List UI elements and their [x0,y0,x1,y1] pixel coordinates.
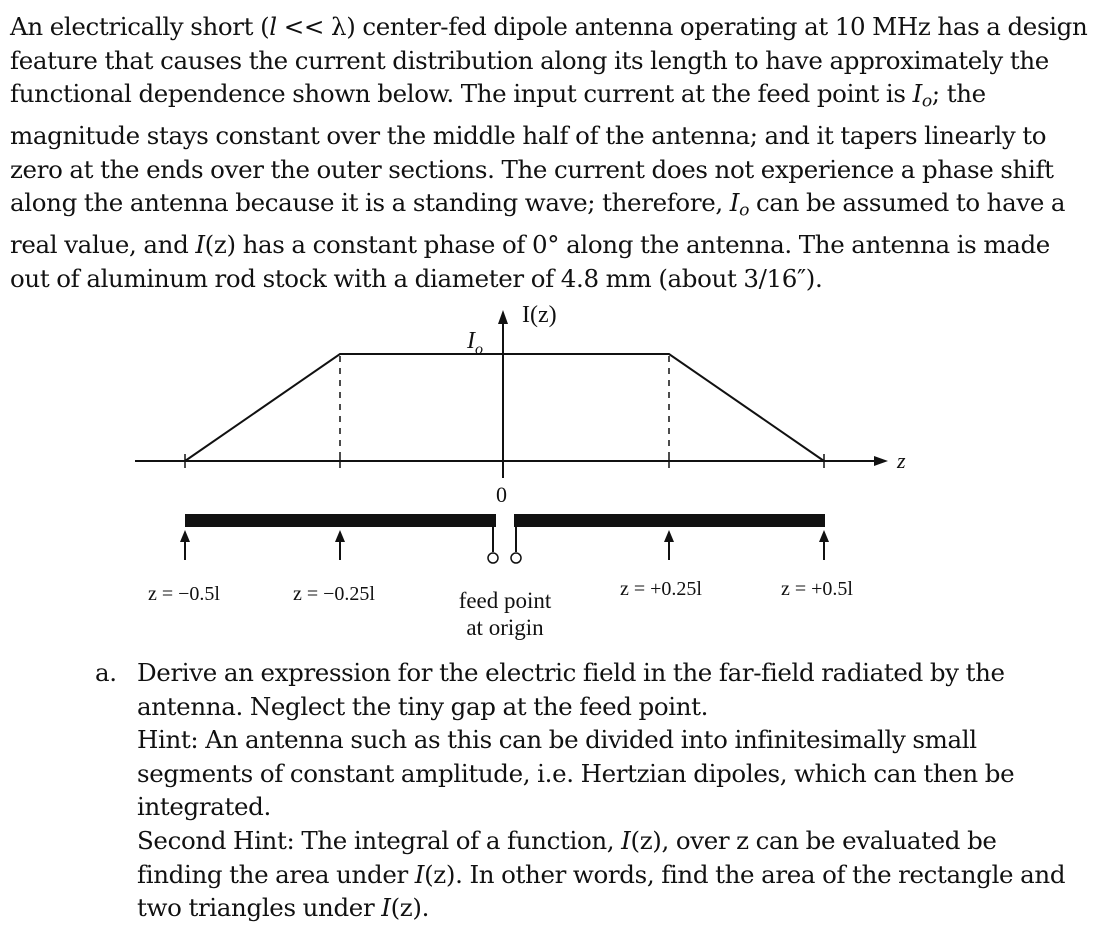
second-hint-line-2 [137,858,1097,892]
arrow-up-icon [819,530,829,542]
question-line-2: antenna. Neglect the tiny gap at the feed point. [137,691,709,721]
second-hint-line-3-a: two triangles under [137,893,382,923]
intro-line-6 [10,186,1100,228]
second-hint-line-1 [137,824,1097,858]
arrow-up-icon [664,530,674,542]
second-hint-line-1-b: (z), over z can be evaluated be [630,825,997,855]
intro-line-8: out of aluminum rod stock with a diameter of 4.8 mm (about 3/16″). [10,263,823,293]
arrow-up-icon [335,530,345,542]
hint-line-3: integrated. [137,792,271,822]
current-symbol: I [729,188,740,218]
question-line-1: Derive an expression for the electric field in the far-field radiated by the [137,658,1005,687]
intro-line-1-b: << λ) center-fed dipole antenna operating at 10 MHz has a design [276,12,1088,41]
current-subscript: o [739,200,750,221]
label-pos-quarter: z = +0.25l [620,578,702,600]
second-hint-line-2-a: finding the area under [137,859,415,889]
arrow-up-icon [180,530,190,542]
current-axis-arrow-icon [498,310,508,324]
current-distribution-figure [0,290,1110,650]
label-pos-half: z = +0.5l [781,578,853,600]
current-symbol: I [912,79,922,109]
current-symbol: I [381,893,391,923]
intro-line-6-a: along the antenna because it is a standing wave; therefore, [10,188,730,218]
second-hint-line-3-b: (z). [390,893,430,923]
current-distribution-curve [185,354,824,461]
intro-line-3-b: ; the [931,79,986,109]
intro-line-3-a: functional dependence shown below. The input current at the feed point is [10,79,913,109]
intro-line-7 [10,228,1100,262]
intro-line-7-a: real value, and [10,230,196,260]
current-symbol: I [621,825,631,855]
intro-line-7-b: (z) has a constant phase of 0° along the antenna. The antenna is made [204,230,1050,260]
current-symbol: I [414,859,425,889]
z-axis-arrow-icon [874,456,888,466]
label-neg-half: z = −0.5l [148,583,220,605]
intro-line-1-a: An electrically short ( [10,12,270,41]
intro-line-3 [10,77,1100,119]
peak-current-subscript: o [475,341,483,358]
hint-line-2: segments of constant amplitude, i.e. Hertzian dipoles, which can then be [137,758,1015,788]
feed-point-label-line-1: feed point [458,588,552,613]
origin-label: 0 [496,482,507,507]
current-symbol: I [195,230,205,260]
question-marker: a. [95,658,117,687]
intro-line-5: zero at the ends over the outer sections. The current does not experience a phase shift [10,154,1054,184]
second-hint-line-1-a: Second Hint: The integral of a function, [137,825,622,855]
antenna-rod-right [514,514,825,527]
feed-terminal-right-icon [511,553,521,563]
intro-line-6-b: can be assumed to have a [749,188,1066,218]
intro-line-2: feature that causes the current distribution along its length to have approximately the [10,45,1049,75]
length-symbol: l [269,12,277,41]
feed-terminal-left-icon [488,553,498,563]
label-neg-quarter: z = −0.25l [293,583,375,605]
intro-line-1 [10,10,1100,44]
intro-line-4: magnitude stays constant over the middle half of the antenna; and it tapers linearly to [10,121,1047,151]
question-body [137,656,1097,925]
z-axis-label: z [897,448,906,473]
current-subscript: o [921,91,932,112]
feed-point-label-line-2: at origin [466,615,544,640]
second-hint-line-3 [137,891,1097,925]
current-axis-label: I(z) [522,302,557,328]
second-hint-line-2-b: (z). In other words, find the area of the rectangle and [424,859,1066,889]
problem-statement [10,10,1100,295]
antenna-rod-left [185,514,496,527]
peak-current-symbol: I [467,328,475,354]
figure-svg [0,290,1110,650]
hint-line-1: Hint: An antenna such as this can be divided into infinitesimally small [137,725,977,755]
